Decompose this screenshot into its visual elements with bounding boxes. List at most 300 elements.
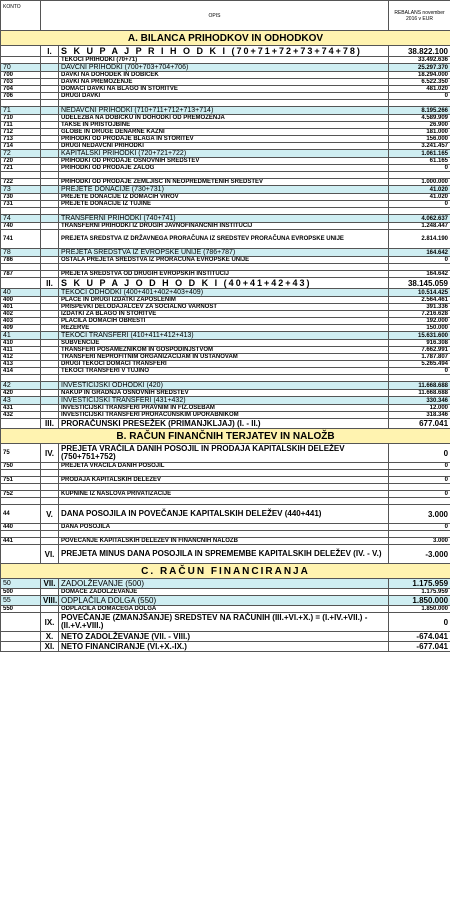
table-row — [1, 484, 450, 491]
description-cell: KAPITALSKI PRIHODKI (720+721+722) — [59, 150, 389, 158]
roman-numeral-cell — [41, 325, 59, 332]
amount-cell: 61.165 — [389, 158, 450, 165]
account-code-cell: 50 — [1, 579, 41, 589]
header-row — [1, 1, 450, 31]
table-row — [1, 347, 450, 354]
description-cell: DANA POSOJILA IN POVEČANJE KAPITALSKIH DELEŽEV (440+441) — [59, 505, 389, 524]
account-code-cell — [1, 264, 41, 271]
account-code-cell: 731 — [1, 201, 41, 208]
table-row — [1, 340, 450, 347]
table-row — [1, 186, 450, 194]
amount-cell: 318.346 — [389, 412, 450, 419]
roman-numeral-cell — [41, 79, 59, 86]
amount-cell: 391.336 — [389, 304, 450, 311]
account-code-cell: 713 — [1, 136, 41, 143]
description-cell: DRUGI TEKOČI DOMAČI TRANSFERI — [59, 361, 389, 368]
account-code-cell: 420 — [1, 390, 41, 397]
amount-cell: 1.248.447 — [389, 223, 450, 230]
description-cell: TEKOČI TRANSFERI V TUJINO — [59, 368, 389, 375]
roman-numeral-cell — [41, 215, 59, 223]
description-cell: PREJETA VRAČILA DANIH POSOJIL — [59, 463, 389, 470]
amount-cell: 1.787.807 — [389, 354, 450, 361]
account-code-cell: 70 — [1, 64, 41, 72]
table-row — [1, 419, 450, 429]
account-code-cell: 714 — [1, 143, 41, 150]
description-cell: PREJETA SREDSTVA OD DRUGIH EVROPSKIH INSTITUCIJ — [59, 271, 389, 278]
amount-cell — [389, 484, 450, 491]
table-row — [1, 150, 450, 158]
roman-numeral-cell — [41, 311, 59, 318]
roman-numeral-cell — [41, 122, 59, 129]
account-code-cell: 700 — [1, 72, 41, 79]
table-row — [1, 46, 450, 57]
roman-numeral-cell: IV. — [41, 444, 59, 463]
roman-numeral-cell: XI. — [41, 642, 59, 652]
description-cell: UDELEŽBA NA DOBIČKU IN DOHODKI OD PREMOŽENJA — [59, 115, 389, 122]
table-row — [1, 289, 450, 297]
description-cell: ODPLAČILA DOMAČEGA DOLGA — [59, 606, 389, 613]
table-row — [1, 579, 450, 589]
description-cell — [59, 375, 389, 382]
amount-cell: 0 — [389, 257, 450, 264]
roman-numeral-cell — [41, 179, 59, 186]
table-row — [1, 613, 450, 632]
table-row — [1, 179, 450, 186]
amount-cell: 192.000 — [389, 318, 450, 325]
table-row — [1, 444, 450, 463]
roman-numeral-cell: III. — [41, 419, 59, 429]
description-cell: ZADOLŽEVANJE (500) — [59, 579, 389, 589]
roman-numeral-cell — [41, 223, 59, 230]
amount-cell: 2.564.461 — [389, 297, 450, 304]
table-row — [1, 215, 450, 223]
description-cell — [59, 172, 389, 179]
description-cell: PLAČILA DOMAČIH OBRESTI — [59, 318, 389, 325]
roman-numeral-cell — [41, 57, 59, 64]
account-code-cell: 409 — [1, 325, 41, 332]
account-code-cell: 403 — [1, 318, 41, 325]
roman-numeral-cell — [41, 100, 59, 107]
description-cell: REZERVE — [59, 325, 389, 332]
roman-numeral-cell — [41, 375, 59, 382]
account-code-cell — [1, 100, 41, 107]
roman-numeral-cell — [41, 382, 59, 390]
amount-cell: -677.041 — [389, 642, 450, 652]
roman-numeral-cell — [41, 498, 59, 505]
roman-numeral-cell — [41, 86, 59, 93]
description-cell: TEKOČI PRIHODKI (70+71) — [59, 57, 389, 64]
table-row — [1, 297, 450, 304]
roman-numeral-cell — [41, 249, 59, 257]
description-cell — [59, 484, 389, 491]
table-row — [1, 72, 450, 79]
description-cell: TAKSE IN PRISTOJBINE — [59, 122, 389, 129]
roman-numeral-cell — [41, 589, 59, 596]
table-row — [1, 223, 450, 230]
amount-cell: 150.000 — [389, 325, 450, 332]
roman-numeral-cell — [41, 172, 59, 179]
roman-numeral-cell — [41, 477, 59, 484]
table-row — [1, 606, 450, 613]
account-code-cell: 72 — [1, 150, 41, 158]
amount-cell: 3.000 — [389, 505, 450, 524]
amount-cell: 0 — [389, 201, 450, 208]
table-row — [1, 412, 450, 419]
table-row — [1, 115, 450, 122]
amount-cell — [389, 498, 450, 505]
table-row — [1, 332, 450, 340]
table-row — [1, 165, 450, 172]
amount-cell: 1.850.000 — [389, 596, 450, 606]
account-code-cell: 721 — [1, 165, 41, 172]
description-cell: PREJETA SREDSTVA IZ EVROPSKE UNIJE (786+787) — [59, 249, 389, 257]
roman-numeral-cell — [41, 115, 59, 122]
roman-numeral-cell: IX. — [41, 613, 59, 632]
account-code-cell — [1, 613, 41, 632]
account-code-cell: 703 — [1, 79, 41, 86]
section-a-row — [1, 31, 450, 46]
description-cell: DOMAČI DAVKI NA BLAGO IN STORITVE — [59, 86, 389, 93]
description-cell: TEKOČI TRANSFERI (410+411+412+413) — [59, 332, 389, 340]
roman-numeral-cell: VII. — [41, 579, 59, 589]
account-code-cell: 78 — [1, 249, 41, 257]
amount-cell: 164.642 — [389, 271, 450, 278]
section-c-title: C. RAČUN FINANCIRANJA — [1, 564, 450, 579]
table-row — [1, 382, 450, 390]
table-row — [1, 172, 450, 179]
description-cell — [59, 531, 389, 538]
account-code-cell: 712 — [1, 129, 41, 136]
description-cell: PRIHODKI OD PRODAJE OSNOVNIH SREDSTEV — [59, 158, 389, 165]
roman-numeral-cell: X. — [41, 632, 59, 642]
table-row — [1, 230, 450, 249]
table-row — [1, 491, 450, 498]
account-code-cell: 722 — [1, 179, 41, 186]
table-row — [1, 470, 450, 477]
description-cell: INVESTICIJSKI ODHODKI (420) — [59, 382, 389, 390]
account-code-cell — [1, 208, 41, 215]
account-code-cell: 787 — [1, 271, 41, 278]
amount-cell: 181.000 — [389, 129, 450, 136]
table-row — [1, 463, 450, 470]
table-row — [1, 311, 450, 318]
roman-numeral-cell — [41, 93, 59, 100]
amount-cell: 1.175.959 — [389, 579, 450, 589]
table-row — [1, 524, 450, 531]
description-cell: TRANSFERI NEPROFITNIM ORGANIZACIJAM IN USTANOVAM — [59, 354, 389, 361]
amount-cell: 0 — [389, 165, 450, 172]
description-cell: PREJETA SREDSTVA IZ DRŽAVNEGA PRORAČUNA IZ SREDSTEV PRORAČUNA EVROPSKE UNIJE — [59, 230, 389, 249]
roman-numeral-cell — [41, 136, 59, 143]
account-code-cell: 751 — [1, 477, 41, 484]
amount-cell: -674.041 — [389, 632, 450, 642]
amount-cell: 11.668.688 — [389, 390, 450, 397]
description-cell: PRIHODKI OD PRODAJE ZEMLJIŠČ IN NEOPREDMETENIH SREDSTEV — [59, 179, 389, 186]
roman-numeral-cell — [41, 463, 59, 470]
roman-numeral-cell — [41, 397, 59, 405]
amount-cell: 25.297.370 — [389, 64, 450, 72]
roman-numeral-cell — [41, 107, 59, 115]
description-cell: INVESTICIJSKI TRANSFERI (431+432) — [59, 397, 389, 405]
amount-cell: 5.265.494 — [389, 361, 450, 368]
table-row — [1, 498, 450, 505]
account-code-cell: 710 — [1, 115, 41, 122]
amount-cell: 1.175.959 — [389, 589, 450, 596]
account-code-cell: 412 — [1, 354, 41, 361]
description-cell: DRUGI NEDAVČNI PRIHODKI — [59, 143, 389, 150]
roman-numeral-cell — [41, 230, 59, 249]
description-cell: POVEČANJE KAPITALSKIH DELEŽEV IN FINANČNIH NALOŽB — [59, 538, 389, 545]
account-code-cell: 500 — [1, 589, 41, 596]
amount-cell: 0 — [389, 463, 450, 470]
description-cell — [59, 470, 389, 477]
table-row — [1, 264, 450, 271]
amount-cell: 26.900 — [389, 122, 450, 129]
account-code-cell: 411 — [1, 347, 41, 354]
amount-cell: 33.492.636 — [389, 57, 450, 64]
amount-cell: 4.589.909 — [389, 115, 450, 122]
description-cell: IZDATKI ZA BLAGO IN STORITVE — [59, 311, 389, 318]
account-code-cell — [1, 531, 41, 538]
amount-cell: 0 — [389, 444, 450, 463]
roman-numeral-cell — [41, 271, 59, 278]
roman-numeral-cell — [41, 531, 59, 538]
section-b-title: B. RAČUN FINANČNIH TERJATEV IN NALOŽB — [1, 429, 450, 444]
table-row — [1, 208, 450, 215]
account-code-cell: 73 — [1, 186, 41, 194]
amount-cell: 3.241.457 — [389, 143, 450, 150]
description-cell: OSTALA PREJETA SREDSTVA IZ PRORAČUNA EVROPSKE UNIJE — [59, 257, 389, 264]
account-code-cell: 441 — [1, 538, 41, 545]
table-row — [1, 477, 450, 484]
table-row — [1, 325, 450, 332]
account-code-cell: 414 — [1, 368, 41, 375]
amount-cell: 8.195.266 — [389, 107, 450, 115]
roman-numeral-cell — [41, 361, 59, 368]
table-row — [1, 642, 450, 652]
table-row — [1, 129, 450, 136]
account-code-cell — [1, 498, 41, 505]
account-code-cell: 752 — [1, 491, 41, 498]
description-cell: S K U P A J P R I H O D K I (70+71+72+73+74+78) — [59, 46, 389, 57]
amount-cell: 7.662.991 — [389, 347, 450, 354]
value-column-header: REBALANS november 2016 v EUR — [389, 1, 450, 31]
amount-cell — [389, 375, 450, 382]
roman-numeral-cell — [41, 347, 59, 354]
account-code-cell: 41 — [1, 332, 41, 340]
account-code-cell — [1, 632, 41, 642]
amount-cell — [389, 100, 450, 107]
amount-cell: 1.850.000 — [389, 606, 450, 613]
description-cell: DOMAČE ZADOLŽEVANJE — [59, 589, 389, 596]
description-cell: ODPLAČILA DOLGA (550) — [59, 596, 389, 606]
account-code-cell: 750 — [1, 463, 41, 470]
table-row — [1, 86, 450, 93]
amount-cell — [389, 531, 450, 538]
description-cell: DANA POSOJILA — [59, 524, 389, 531]
description-cell — [59, 264, 389, 271]
description-cell: TEKOČI ODHODKI (400+401+402+403+409) — [59, 289, 389, 297]
roman-numeral-cell — [41, 368, 59, 375]
amount-cell: 0 — [389, 491, 450, 498]
description-cell: INVESTICIJSKI TRANSFERI PRORAČUNSKIM UPORABNIKOM — [59, 412, 389, 419]
amount-cell: 41.020 — [389, 194, 450, 201]
description-cell: S K U P A J O D H O D K I (40+41+42+43) — [59, 278, 389, 289]
roman-numeral-cell — [41, 72, 59, 79]
table-row — [1, 354, 450, 361]
description-cell: NAKUP IN GRADNJA OSNOVNIH SREDSTEV — [59, 390, 389, 397]
description-cell — [59, 100, 389, 107]
description-cell — [59, 498, 389, 505]
amount-cell — [389, 470, 450, 477]
amount-cell: 6.522.350 — [389, 79, 450, 86]
description-cell: DAVČNI PRIHODKI (700+703+704+706) — [59, 64, 389, 72]
roman-numeral-cell — [41, 208, 59, 215]
description-cell: INVESTICIJSKI TRANSFERI PRAVNIM IN FIZ.OSEBAM — [59, 405, 389, 412]
table-row — [1, 158, 450, 165]
description-cell: PRIHODKI OD PRODAJE ZALOG — [59, 165, 389, 172]
roman-numeral-cell — [41, 64, 59, 72]
account-code-cell — [1, 470, 41, 477]
description-cell — [59, 208, 389, 215]
amount-cell: 916.308 — [389, 340, 450, 347]
account-code-cell: 730 — [1, 194, 41, 201]
account-code-cell — [1, 375, 41, 382]
description-cell: PREJETA VRAČILA DANIH POSOJIL IN PRODAJA KAPITALSKIH DELEŽEV (750+751+752) — [59, 444, 389, 463]
amount-cell: 18.294.000 — [389, 72, 450, 79]
account-code-cell: 402 — [1, 311, 41, 318]
description-cell: SUBVENCIJE — [59, 340, 389, 347]
description-cell: DAVKI NA DOHODEK IN DOBIČEK — [59, 72, 389, 79]
description-cell: PREJETA MINUS DANA POSOJILA IN SPREMEMBE KAPITALSKIH DELEŽEV (IV. - V.) — [59, 545, 389, 564]
account-code-cell: 711 — [1, 122, 41, 129]
table-row — [1, 201, 450, 208]
account-code-cell: 401 — [1, 304, 41, 311]
roman-numeral-cell — [41, 201, 59, 208]
account-code-cell: 786 — [1, 257, 41, 264]
table-row — [1, 93, 450, 100]
amount-cell — [389, 172, 450, 179]
amount-cell: 3.000 — [389, 538, 450, 545]
section-c-row — [1, 564, 450, 579]
roman-numeral-cell — [41, 297, 59, 304]
roman-numeral-cell — [41, 143, 59, 150]
account-code-cell: 42 — [1, 382, 41, 390]
amount-cell: 0 — [389, 477, 450, 484]
amount-cell: 1.061.165 — [389, 150, 450, 158]
table-row — [1, 538, 450, 545]
account-code-cell: 704 — [1, 86, 41, 93]
table-row — [1, 136, 450, 143]
table-row — [1, 64, 450, 72]
table-row — [1, 278, 450, 289]
roman-numeral-cell — [41, 150, 59, 158]
roman-numeral-cell — [41, 354, 59, 361]
roman-numeral-cell — [41, 484, 59, 491]
amount-cell: 7.216.628 — [389, 311, 450, 318]
table-row — [1, 405, 450, 412]
roman-numeral-cell: II. — [41, 278, 59, 289]
opis-header: OPIS — [41, 1, 389, 31]
description-cell: PREJETE DONACIJE IZ DOMAČIH VIROV — [59, 194, 389, 201]
description-cell: TRANSFERNI PRIHODKI IZ DRUGIH JAVNOFINANČNIH INSTITUCIJ — [59, 223, 389, 230]
amount-cell: 0 — [389, 524, 450, 531]
table-row — [1, 368, 450, 375]
amount-cell: 1.000.000 — [389, 179, 450, 186]
account-code-cell: 741 — [1, 230, 41, 249]
roman-numeral-cell: VI. — [41, 545, 59, 564]
roman-numeral-cell — [41, 340, 59, 347]
amount-cell: 0 — [389, 368, 450, 375]
table-row — [1, 545, 450, 564]
table-row — [1, 257, 450, 264]
amount-cell: 677.041 — [389, 419, 450, 429]
account-code-cell: 440 — [1, 524, 41, 531]
roman-numeral-cell — [41, 470, 59, 477]
amount-cell: 15.631.600 — [389, 332, 450, 340]
description-cell: DAVKI NA PREMOŽENJE — [59, 79, 389, 86]
account-code-cell — [1, 642, 41, 652]
amount-cell: 11.668.688 — [389, 382, 450, 390]
description-cell: TRANSFERNI PRIHODKI (740+741) — [59, 215, 389, 223]
table-row — [1, 143, 450, 150]
description-cell: PRORAČUNSKI PRESEŽEK (PRIMANJKLJAJ) (I. - II.) — [59, 419, 389, 429]
roman-numeral-cell — [41, 186, 59, 194]
roman-numeral-cell — [41, 318, 59, 325]
description-cell: TRANSFERI POSAMEZNIKOM IN GOSPODINJSTVOM — [59, 347, 389, 354]
account-code-cell — [1, 419, 41, 429]
account-code-cell: 720 — [1, 158, 41, 165]
section-b-row — [1, 429, 450, 444]
account-code-cell — [1, 46, 41, 57]
amount-cell: 38.822.100 — [389, 46, 450, 57]
account-code-cell: 44 — [1, 505, 41, 524]
table-row — [1, 122, 450, 129]
account-code-cell: 55 — [1, 596, 41, 606]
roman-numeral-cell — [41, 194, 59, 201]
roman-numeral-cell — [41, 158, 59, 165]
description-cell: KUPNINE IZ NASLOVA PRIVATIZACIJE — [59, 491, 389, 498]
account-code-cell: 43 — [1, 397, 41, 405]
description-cell: PREJETE DONACIJE IZ TUJINE — [59, 201, 389, 208]
table-row — [1, 194, 450, 201]
table-row — [1, 397, 450, 405]
description-cell: NETO ZADOLŽEVANJE (VII. - VIII.) — [59, 632, 389, 642]
amount-cell: 2.814.190 — [389, 230, 450, 249]
roman-numeral-cell — [41, 538, 59, 545]
roman-numeral-cell — [41, 304, 59, 311]
table-row — [1, 304, 450, 311]
account-code-cell: 400 — [1, 297, 41, 304]
account-code-cell — [1, 278, 41, 289]
description-cell: PLAČE IN DRUGI IZDATKI ZAPOSLENIM — [59, 297, 389, 304]
amount-cell: 4.062.637 — [389, 215, 450, 223]
roman-numeral-cell — [41, 129, 59, 136]
table-row — [1, 271, 450, 278]
amount-cell: 0 — [389, 613, 450, 632]
roman-numeral-cell — [41, 491, 59, 498]
account-code-cell: 74 — [1, 215, 41, 223]
amount-cell: 12.000 — [389, 405, 450, 412]
table-row — [1, 589, 450, 596]
amount-cell: 481.020 — [389, 86, 450, 93]
table-row — [1, 249, 450, 257]
account-code-cell: 410 — [1, 340, 41, 347]
account-code-cell — [1, 484, 41, 491]
table-row — [1, 79, 450, 86]
table-row — [1, 318, 450, 325]
description-cell: PRISPEVKI DELODAJALCEV ZA SOCIALNO VARNOST — [59, 304, 389, 311]
